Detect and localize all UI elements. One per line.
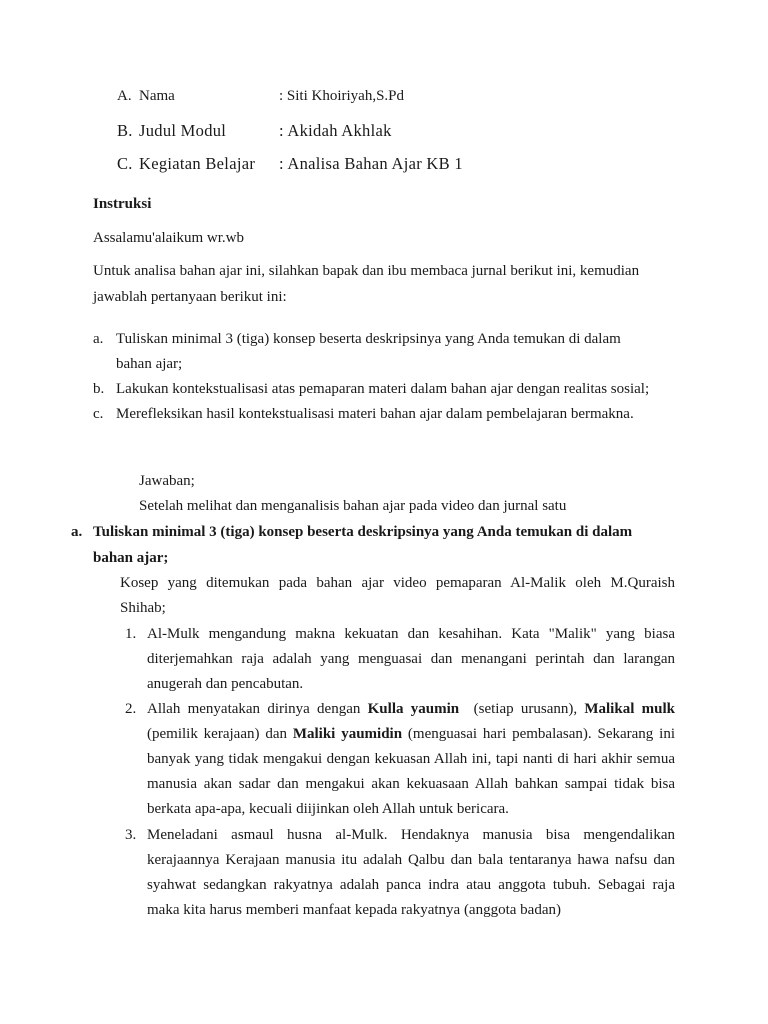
concept-2-line-2 <box>147 726 675 743</box>
answer-a-heading-line-2: bahan ajar; <box>93 550 169 566</box>
concept-3-line-3: syahwat sedangkan rakyatnya adalah panca indra atau anggota tubuh. Sebagai raja <box>147 877 675 893</box>
jawaban-label: Jawaban; <box>139 473 195 489</box>
question-marker-a: a. <box>93 331 104 347</box>
header-letter-c: C. <box>117 154 133 173</box>
question-c-line-1: Merefleksikan hasil kontekstualisasi materi bahan ajar dalam pembelajaran bermakna. <box>116 406 634 422</box>
header-value-kegiatan: : Analisa Bahan Ajar KB 1 <box>279 154 463 173</box>
header-label-nama: Nama <box>139 88 175 104</box>
intro-line-2: jawablah pertanyaan berikut ini: <box>93 289 287 305</box>
concept-2-term-maliki-yaumidin: Maliki yaumidin <box>292 726 403 742</box>
concept-2-line-3: banyak yang tidak mengakui dengan kekuasan Allah ini, tapi nanti di hari akhir semua <box>147 751 675 767</box>
question-a-line-1: Tuliskan minimal 3 (tiga) konsep beserta deskripsinya yang Anda temukan di dalam <box>116 331 621 347</box>
concept-3-number: 3. <box>125 827 137 843</box>
answer-a-heading-line-1: Tuliskan minimal 3 (tiga) konsep beserta deskripsinya yang Anda temukan di dalam <box>93 524 633 540</box>
concept-1-number: 1. <box>125 626 137 642</box>
concept-2-term-kulla-yaumin: Kulla yaumin <box>367 701 460 717</box>
concept-2-line-4: manusia akan sadar dan mengakui akan kekuasaan Allah bahkan sampai tidak bisa <box>147 776 675 792</box>
concept-2-text: Allah menyatakan dirinya dengan <box>147 701 368 717</box>
header-letter-a: A. <box>117 88 132 104</box>
intro-line-1: Untuk analisa bahan ajar ini, silahkan bapak dan ibu membaca jurnal berikut ini, kemudian <box>93 263 640 279</box>
jawaban-intro: Setelah melihat dan menganalisis bahan ajar pada video dan jurnal satu <box>139 498 567 514</box>
question-a-line-2: bahan ajar; <box>116 356 183 372</box>
concept-2-text: (setiap urusann), <box>459 701 585 717</box>
concept-3-line-2: kerajaannya Kerajaan manusia itu adalah Qalbu dan bala tentaranya hawa nafsu dan <box>147 852 675 868</box>
header-label-judul-modul: Judul Modul <box>139 121 227 140</box>
concept-1-line-3: anugerah dan pencabutan. <box>147 676 304 692</box>
concept-1-line-2: diterjemahkan raja adalah yang menguasai dan menangani perintah dan larangan <box>147 651 675 667</box>
answer-a-intro-line-1: Kosep yang ditemukan pada bahan ajar video pemaparan Al-Malik oleh M.Quraish <box>120 575 675 591</box>
concept-3-line-1: Meneladani asmaul husna al-Mulk. Hendaknya manusia bisa mengendalikan <box>147 827 675 843</box>
header-value-judul-modul: : Akidah Akhlak <box>279 121 392 140</box>
answer-a-marker: a. <box>71 524 83 540</box>
concept-2-line-5: berkata apa-apa, kecuali diijinkan oleh Allah untuk bericara. <box>147 801 509 817</box>
question-marker-b: b. <box>93 381 105 397</box>
concept-2-term-malikal-mulk: Malikal mulk <box>584 701 675 717</box>
concept-3-line-4: maka kita harus memberi manfaat kepada rakyatnya (anggota badan) <box>147 902 561 918</box>
concept-1-line-1: Al-Mulk mengandung makna kekuatan dan kesahihan. Kata "Malik" yang biasa <box>147 626 675 642</box>
concept-2-text: (menguasai hari pembalasan). Sekarang ini <box>402 726 675 742</box>
concept-2-number: 2. <box>125 701 137 717</box>
concept-2-text: (pemilik kerajaan) dan <box>147 726 293 742</box>
header-label-kegiatan: Kegiatan Belajar <box>139 154 256 173</box>
header-value-nama: : Siti Khoiriyah,S.Pd <box>279 88 405 104</box>
header-letter-b: B. <box>117 121 133 140</box>
instruksi-title: Instruksi <box>93 196 152 212</box>
answer-a-intro-line-2: Shihab; <box>120 600 166 616</box>
greeting: Assalamu'alaikum wr.wb <box>93 230 245 246</box>
question-b-line-1: Lakukan kontekstualisasi atas pemaparan materi dalam bahan ajar dengan realitas sosial; <box>116 381 650 397</box>
question-marker-c: c. <box>93 406 104 422</box>
concept-2-line-1 <box>147 701 675 718</box>
